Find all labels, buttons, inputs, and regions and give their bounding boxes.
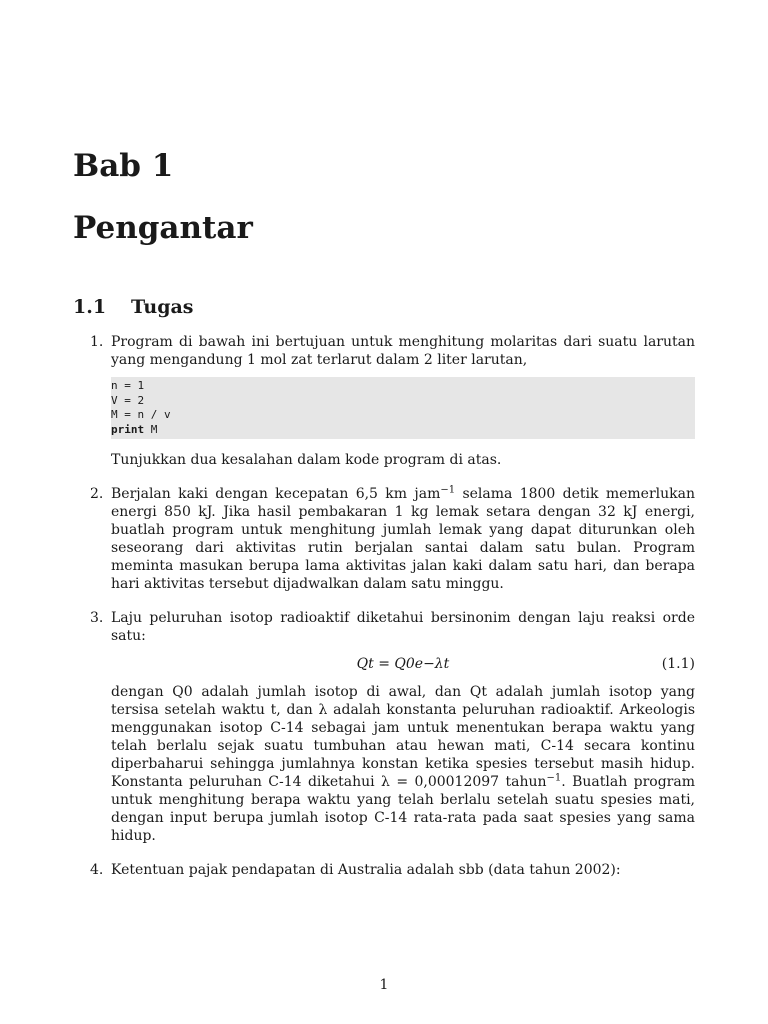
code-line: M = n / v <box>111 408 171 421</box>
code-line: V = 2 <box>111 393 145 407</box>
item-marker: 1. <box>90 334 104 350</box>
item-text-a: Berjalan kaki dengan kecepatan 6,5 km jam <box>111 486 441 502</box>
item-text: Ketentuan pajak pendapatan di Australia adalah sbb (data tahun 2002): <box>111 862 621 878</box>
list-item <box>73 333 695 469</box>
code-block <box>111 377 695 439</box>
code-line: n = 1 <box>111 379 145 392</box>
code-keyword: print <box>111 422 145 436</box>
chapter-label: Bab 1 <box>73 148 174 184</box>
list-item <box>73 609 695 845</box>
item-marker: 3. <box>90 610 104 626</box>
item-intro: Program di bawah ini bertujuan untuk menghitung molaritas dari suatu larutan yang mengandung 1 mol zat terlarut dalam 2 liter larutan, <box>111 334 695 368</box>
item-text <box>111 485 695 593</box>
item-text-b: selama 1800 detik memerlukan energi 850 kJ. Jika hasil pembakaran 1 kg lemak setara dengan 32 kJ energi, buatlah program untuk menghitung jumlah lemak yang dapat diturunkan oleh seseorang dari aktivitas rutin berjalan santai dalam satu bulan. Program meminta masukan berupa lama aktivitas jalan kaki dalam satu hari, dan berapa hari aktivitas tersebut dijadwalkan dalam satu minggu. <box>111 486 695 592</box>
task-list <box>73 333 695 895</box>
chapter-title: Pengantar <box>73 210 253 246</box>
section-number: 1.1 <box>73 296 107 318</box>
item-body <box>111 683 695 845</box>
item-intro: Laju peluruhan isotop radioaktif diketahui bersinonim dengan laju reaksi orde satu: <box>111 610 695 644</box>
item-marker: 4. <box>90 862 104 878</box>
section-heading <box>73 295 194 320</box>
section-title: Tugas <box>131 296 194 318</box>
superscript: −1 <box>546 772 562 784</box>
superscript: −1 <box>440 484 456 496</box>
item-outro: Tunjukkan dua kesalahan dalam kode program di atas. <box>111 452 502 468</box>
item-body-b: . Buatlah program untuk menghitung berapa waktu yang telah berlalu setelah suatu spesies mati, dengan input berupa jumlah isotop C-14 rata-rata pada saat spesies yang sama hidup. <box>111 774 695 844</box>
code-line-print <box>111 423 693 438</box>
equation-body: Qt = Q0e−λt <box>356 656 450 672</box>
equation-number: (1.1) <box>661 656 695 672</box>
list-item <box>73 485 695 593</box>
item-marker: 2. <box>90 486 104 502</box>
page-number: 1 <box>379 977 389 993</box>
code-arg: M <box>150 422 158 436</box>
list-item <box>73 861 695 879</box>
item-body-a: dengan Q0 adalah jumlah isotop di awal, dan Qt adalah jumlah isotop yang tersisa setelah waktu t, dan λ adalah konstanta peluruhan radioaktif. Arkeologis menggunakan isotop C-14 sebagai jam untuk menentukan berapa waktu yang telah berlalu sejak suatu tumbuhan atau hewan mati, C-14 secara kontinu diperbaharui sehingga jumlahnya konstan ketika spesies tersebut masih hidup. Konstanta peluruhan C-14 diketahui λ = 0,00012097 tahun <box>111 684 695 790</box>
equation <box>111 651 695 677</box>
